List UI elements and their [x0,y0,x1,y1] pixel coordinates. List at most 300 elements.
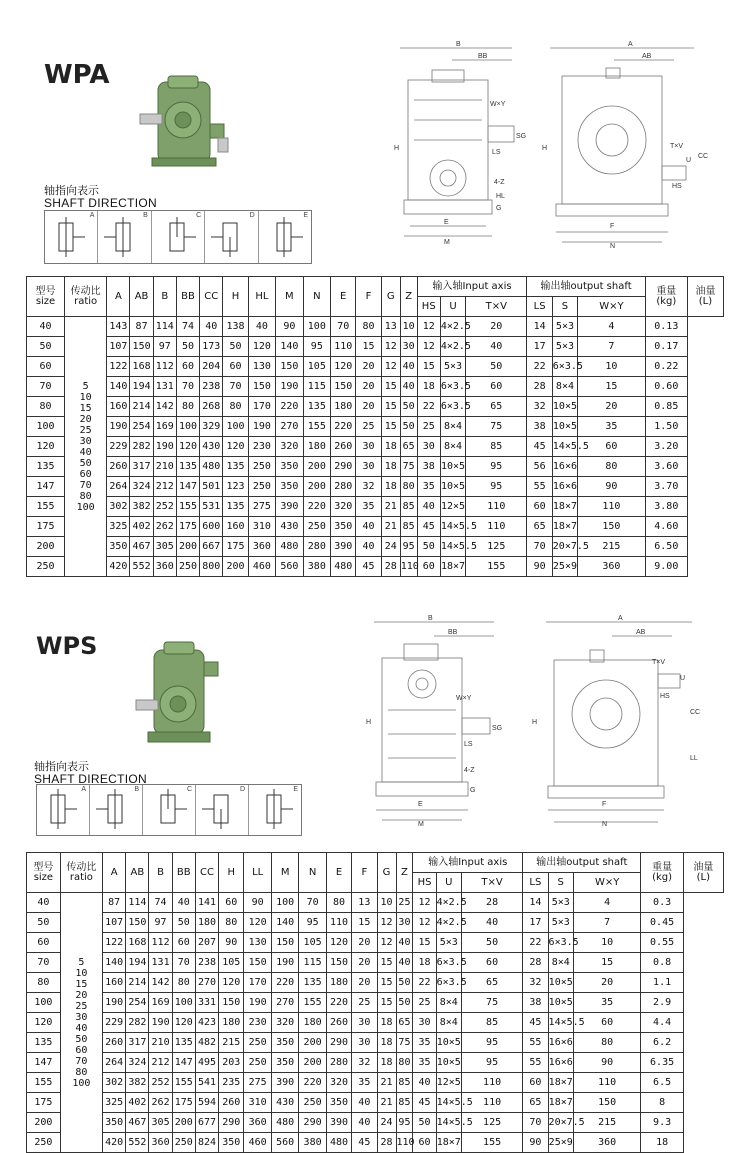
table-cell: 360 [578,557,646,577]
table-cell: 70 [299,893,326,913]
table-cell: 0.60 [645,377,687,397]
wps-front-label-ab: AB [636,629,646,636]
table-cell: 32 [356,477,381,497]
table-cell: 3.20 [645,437,687,457]
header-dim: AB [126,853,149,893]
table-cell: 35 [417,477,440,497]
table-cell: 35 [356,497,381,517]
table-row [27,1033,724,1053]
table-cell: 12 [377,913,396,933]
table-cell: 21 [377,1073,396,1093]
wps-side-drawing [364,614,514,828]
table-row [27,477,724,497]
table-cell: 147 [172,1053,195,1073]
table-cell: 220 [276,397,303,417]
header-output-shaft: 输出轴output shaft [523,853,641,873]
table-cell: 5×3 [440,357,465,377]
wps-side-label-ls: LS [464,741,473,748]
table-cell: 147 [27,477,65,497]
header-ratio: 传动比 ratio [60,853,102,893]
table-cell: 250 [244,1053,271,1073]
table-cell: 200 [299,1053,326,1073]
table-cell: 20 [356,357,381,377]
table-cell: 80 [326,893,351,913]
table-cell: 238 [200,377,223,397]
table-cell: 18 [641,1133,683,1153]
table-cell: 13 [381,317,400,337]
table-cell: 203 [219,1053,244,1073]
table-cell: 10 [400,317,417,337]
table-cell: 97 [153,337,176,357]
table-cell: 594 [195,1093,218,1113]
table-cell: 60 [219,893,244,913]
table-cell: 170 [244,973,271,993]
table-cell: 15 [377,993,396,1013]
table-cell: 13 [352,893,377,913]
table-cell: 175 [27,517,65,537]
table-cell: 80 [219,913,244,933]
table-cell: 105 [303,357,330,377]
table-cell: 6×3.5 [440,397,465,417]
table-cell: 250 [248,457,275,477]
table-cell: 110 [396,1133,413,1153]
table-cell: 10×5 [552,417,577,437]
table-cell: 95 [299,913,326,933]
table-cell: 100 [27,993,61,1013]
ratio-value: 60 [79,468,92,480]
table-row [27,557,724,577]
table-cell: 10×5 [548,973,573,993]
table-cell: 268 [200,397,223,417]
table-cell: 55 [527,477,552,497]
wps-front-label-n: N [602,821,608,828]
table-cell: 30 [400,337,417,357]
table-cell: 15 [417,357,440,377]
table-cell: 8 [641,1093,683,1113]
table-cell: 250 [303,517,330,537]
table-cell: 18 [377,1013,396,1033]
wps-gearbox-photo [124,638,224,750]
table-cell: 140 [103,953,126,973]
header-dim: E [331,277,356,317]
table-cell: 204 [200,357,223,377]
table-cell: 324 [130,477,153,497]
table-cell: 20×7.5 [552,537,577,557]
table-cell: 229 [103,1013,126,1033]
table-cell: 14 [527,317,552,337]
table-cell: 180 [219,1013,244,1033]
header-ratio: 传动比 ratio [65,277,107,317]
table-row [27,973,724,993]
table-cell: 150 [573,1093,641,1113]
table-cell: 125 [466,537,527,557]
table-cell: 135 [27,457,65,477]
table-cell: 12 [413,893,436,913]
table-cell: 14×5.5 [548,1013,573,1033]
table-cell: 190 [149,1013,172,1033]
table-cell: 75 [396,1033,413,1053]
table-cell: 25×9 [548,1133,573,1153]
header-dim: F [356,277,381,317]
table-cell: 175 [223,537,248,557]
table-cell: 169 [149,993,172,1013]
table-cell: 75 [400,457,417,477]
table-cell: 95 [303,337,330,357]
table-cell: 390 [276,497,303,517]
table-cell: 800 [200,557,223,577]
table-cell: 420 [107,557,130,577]
table-cell: 85 [466,437,527,457]
table-cell: 120 [326,933,351,953]
table-cell: 230 [244,1013,271,1033]
table-cell: 310 [244,1093,271,1113]
table-cell: 60 [27,933,61,953]
shaft-diagram-b: B [90,785,143,835]
shaft-diagram-c: C [143,785,196,835]
table-cell: 495 [195,1053,218,1073]
table-cell: 135 [299,973,326,993]
table-cell: 80 [223,397,248,417]
table-cell: 50 [461,933,522,953]
table-cell: 200 [303,477,330,497]
table-cell: 12 [417,317,440,337]
table-cell: 110 [331,337,356,357]
table-cell: 147 [176,477,199,497]
table-cell: 25 [352,993,377,1013]
wps-front-label-f: F [602,801,607,808]
table-cell: 60 [578,437,646,457]
header-ls: LS [527,297,552,317]
table-cell: 50 [396,973,413,993]
ratio-value: 100 [72,1077,91,1089]
table-cell: 5×3 [552,317,577,337]
table-cell: 100 [176,417,199,437]
table-cell: 120 [223,437,248,457]
table-cell: 95 [461,1053,522,1073]
table-row [27,1133,724,1153]
table-cell: 215 [578,537,646,557]
header-dim: M [276,277,303,317]
table-cell: 360 [244,1113,271,1133]
table-cell: 155 [303,417,330,437]
table-cell: 40 [248,317,275,337]
table-cell: 552 [126,1133,149,1153]
table-cell: 1.50 [645,417,687,437]
table-cell: 9.3 [641,1113,683,1133]
table-cell: 14×5.5 [436,1093,461,1113]
table-cell: 110 [326,913,351,933]
table-cell: 350 [107,537,130,557]
table-cell: 20 [352,933,377,953]
table-cell: 180 [331,397,356,417]
table-cell: 15 [352,913,377,933]
table-cell: 350 [331,517,356,537]
table-cell: 350 [326,1093,351,1113]
table-cell: 290 [219,1113,244,1133]
table-cell: 0.22 [645,357,687,377]
table-cell: 10×5 [436,1033,461,1053]
table-cell: 45 [527,437,552,457]
table-row [27,953,724,973]
table-cell: 45 [417,517,440,537]
table-cell: 8×4 [440,437,465,457]
wps-front-label-hs: HS [660,693,670,700]
wpa-side-drawing [394,40,526,250]
table-cell: 12 [413,913,436,933]
wpa-side-label-4z: 4-Z [494,179,505,186]
table-cell: 18×7 [548,1073,573,1093]
table-row [27,913,724,933]
table-cell: 18 [413,953,436,973]
table-cell: 430 [200,437,223,457]
table-cell: 320 [326,1073,351,1093]
wps-shaft-direction-en: SHAFT DIRECTION [34,772,147,786]
table-cell: 275 [244,1073,271,1093]
table-cell: 40 [352,1113,377,1133]
table-cell: 135 [223,497,248,517]
wpa-front-label-f: F [610,223,615,230]
table-cell: 150 [271,933,298,953]
wps-side-label-m: M [418,821,424,828]
table-cell: 100 [27,417,65,437]
table-cell: 90 [527,557,552,577]
table-cell: 50 [400,417,417,437]
header-txv: T×V [461,873,522,893]
header-dim: BB [172,853,195,893]
table-cell: 60 [417,557,440,577]
header-txv: T×V [466,297,527,317]
table-cell: 74 [149,893,172,913]
table-cell: 175 [27,1093,61,1113]
table-cell: 6×3.5 [548,933,573,953]
table-cell: 18×7 [440,557,465,577]
table-cell: 24 [377,1113,396,1133]
table-cell: 480 [331,557,356,577]
table-cell: 80 [27,397,65,417]
table-cell: 260 [103,1033,126,1053]
table-cell: 45 [356,557,381,577]
table-row [27,1053,724,1073]
table-cell: 360 [149,1133,172,1153]
table-cell: 190 [244,993,271,1013]
table-cell: 18×7 [552,517,577,537]
table-cell: 17 [523,913,548,933]
table-cell: 120 [176,437,199,457]
table-cell: 250 [176,557,199,577]
table-cell: 4×2.5 [436,913,461,933]
table-row [27,457,724,477]
table-cell: 0.55 [641,933,683,953]
table-cell: 20×7.5 [548,1113,573,1133]
table-cell: 250 [244,1033,271,1053]
table-cell: 6×3.5 [436,953,461,973]
table-cell: 200 [27,1113,61,1133]
wps-side-label-e: E [418,801,423,808]
table-cell: 262 [149,1093,172,1113]
table-cell: 15 [573,953,641,973]
table-cell: 40 [396,953,413,973]
table-cell: 80 [176,397,199,417]
table-cell: 207 [195,933,218,953]
table-cell: 35 [573,993,641,1013]
table-cell: 50 [172,913,195,933]
table-cell: 229 [107,437,130,457]
table-cell: 40 [461,913,522,933]
wpa-title: WPA [44,60,110,90]
table-row [27,317,724,337]
table-cell: 6.50 [645,537,687,557]
table-cell: 168 [126,933,149,953]
wps-front-label-a: A [618,615,623,622]
table-cell: 270 [271,993,298,1013]
table-cell: 270 [276,417,303,437]
wpa-section [0,0,750,572]
table-cell: 18 [417,377,440,397]
table-cell: 125 [461,1113,522,1133]
table-cell: 65 [461,973,522,993]
table-cell: 220 [326,993,351,1013]
table-cell: 155 [461,1133,522,1153]
table-cell: 100 [271,893,298,913]
table-cell: 325 [107,517,130,537]
header-dim: CC [200,277,223,317]
table-cell: 22 [417,397,440,417]
table-cell: 85 [461,1013,522,1033]
table-cell: 360 [153,557,176,577]
table-cell: 280 [331,477,356,497]
table-cell: 80 [172,973,195,993]
wpa-side-label-g: G [496,205,502,212]
table-cell: 107 [103,913,126,933]
header-dim: B [149,853,172,893]
table-cell: 423 [195,1013,218,1033]
table-row [27,437,724,457]
table-cell: 531 [200,497,223,517]
ratio-value: 25 [75,1000,88,1012]
ratio-value: 15 [79,402,92,414]
table-cell: 150 [219,993,244,1013]
table-cell: 131 [153,377,176,397]
table-cell: 105 [299,933,326,953]
wpa-front-drawing [534,40,712,250]
table-cell: 60 [466,377,527,397]
table-cell: 8×4 [440,417,465,437]
table-cell: 35 [578,417,646,437]
table-cell: 170 [248,397,275,417]
table-cell: 25×9 [552,557,577,577]
table-cell: 21 [381,497,400,517]
table-cell: 200 [172,1113,195,1133]
table-cell: 110 [461,1093,522,1113]
table-cell: 155 [27,497,65,517]
table-cell: 20 [356,377,381,397]
table-cell: 60 [413,1133,436,1153]
table-cell: 482 [195,1033,218,1053]
table-cell: 95 [461,1033,522,1053]
table-cell: 120 [219,973,244,993]
table-cell: 15 [578,377,646,397]
table-cell: 325 [103,1093,126,1113]
table-cell: 50 [223,337,248,357]
header-input-axis: 输入轴Input axis [417,277,527,297]
header-weight: 重量 (kg) [645,277,687,317]
table-row [27,1073,724,1093]
table-cell: 552 [130,557,153,577]
wpa-side-label-bb: BB [478,53,488,60]
table-cell: 143 [107,317,130,337]
table-cell: 131 [149,953,172,973]
header-s: S [552,297,577,317]
table-row [27,337,724,357]
table-cell: 5×3 [548,893,573,913]
table-cell: 97 [149,913,172,933]
table-cell: 150 [331,377,356,397]
table-cell: 120 [331,357,356,377]
table-cell: 317 [130,457,153,477]
table-cell: 155 [176,497,199,517]
table-cell: 667 [200,537,223,557]
wpa-front-label-cc: CC [698,153,709,160]
table-cell: 70 [523,1113,548,1133]
table-cell: 150 [578,517,646,537]
table-cell: 60 [27,357,65,377]
table-cell: 15 [413,933,436,953]
header-hs: HS [413,873,436,893]
table-cell: 50 [396,993,413,1013]
table-cell: 480 [326,1133,351,1153]
table-cell: 350 [271,1033,298,1053]
table-cell: 38 [523,993,548,1013]
ratio-value: 15 [75,978,88,990]
table-cell: 16×6 [548,1053,573,1073]
table-cell: 40 [396,933,413,953]
wps-shaft-direction-diagrams [36,784,302,836]
table-cell: 28 [377,1133,396,1153]
wpa-front-label-hs: HS [672,183,682,190]
table-cell: 12×5 [440,497,465,517]
wps-side-label-h: H [366,719,372,726]
table-cell: 282 [126,1013,149,1033]
table-cell: 331 [195,993,218,1013]
table-cell: 110 [466,497,527,517]
table-cell: 142 [153,397,176,417]
table-cell: 32 [527,397,552,417]
wpa-side-label-b: B [456,41,461,48]
table-row [27,1013,724,1033]
table-cell: 480 [271,1113,298,1133]
ratio-cell [60,893,102,1153]
table-cell: 230 [248,437,275,457]
header-dim: A [107,277,130,317]
table-cell: 180 [326,973,351,993]
table-cell: 60 [461,953,522,973]
table-cell: 560 [276,557,303,577]
table-cell: 105 [219,953,244,973]
table-cell: 190 [153,437,176,457]
header-dim: B [153,277,176,317]
header-dim: H [223,277,248,317]
table-cell: 677 [195,1113,218,1133]
table-cell: 70 [172,953,195,973]
table-cell: 10×5 [552,397,577,417]
table-cell: 18×7 [436,1133,461,1153]
table-cell: 45 [352,1133,377,1153]
table-cell: 480 [200,457,223,477]
table-cell: 1.1 [641,973,683,993]
table-row [27,993,724,1013]
table-cell: 275 [248,497,275,517]
table-cell: 10×5 [436,1053,461,1073]
